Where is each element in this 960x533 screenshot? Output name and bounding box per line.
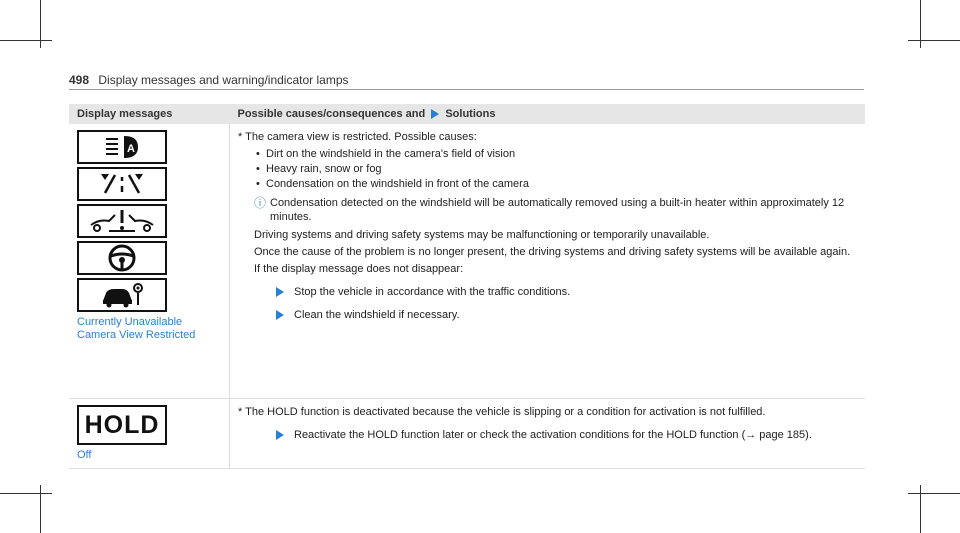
step-text: Reactivate the HOLD function later or check the activation conditions for the HOLD function (→ page 185). [294,429,812,441]
solution-step [276,308,857,323]
col-header-display-messages: Display messages [69,104,230,124]
step-text: Clean the windshield if necessary. [294,309,460,321]
col-header-causes-text: Possible causes/consequences and [237,108,426,120]
paragraph: Driving systems and driving safety systems may be malfunctioning or temporarily unavailable. [254,229,710,241]
solution-step [276,285,857,300]
table-row [69,399,865,469]
list-item: • Heavy rain, snow or fog [256,162,857,177]
col-header-solutions-text: Solutions [445,108,496,120]
page-number: 498 [69,73,90,87]
page-title: Display messages and warning/indicator lamps [98,73,349,87]
col-header-causes [230,104,866,124]
table-header-row [69,104,865,124]
message-cell [69,124,230,399]
crop-mark [0,40,52,41]
distance-warning-icon [77,204,167,238]
list-item: • Condensation on the windshield in front of the camera [256,177,857,192]
play-arrow-icon [276,430,284,440]
lane-markings-icon [77,167,167,201]
causes-cell [230,124,866,399]
hold-icon: HOLD [77,405,167,445]
crop-mark [908,493,960,494]
page-header [69,73,349,87]
solution-step [276,428,857,443]
play-arrow-icon [276,287,284,297]
crop-mark [908,40,960,41]
car-sensor-icon [77,278,167,312]
info-note [254,196,857,224]
play-arrow-icon [431,109,439,119]
table-row [69,124,865,399]
message-caption: Currently Unavailable Camera View Restricted [77,316,196,341]
paragraph: Once the cause of the problem is no longer present, the driving systems and driving safety systems will be available again. [254,246,851,258]
info-icon: ⓘ [254,196,267,210]
svg-text:A: A [127,143,135,155]
play-arrow-icon [276,310,284,320]
message-cell [69,399,230,469]
cause-intro: * The camera view is restricted. Possible causes: [238,131,477,143]
note-text: Condensation detected on the windshield will be automatically removed using a built-in heater within approximately 12 minutes. [270,197,845,223]
cause-intro: * The HOLD function is deactivated because the vehicle is slipping or a condition for activation is not fulfilled. [238,406,766,418]
paragraph: If the display message does not disappear: [254,263,464,275]
causes-cell [230,399,866,469]
header-divider [69,89,864,90]
headlamp-auto-icon [77,130,167,164]
list-item: • Dirt on the windshield in the camera's field of vision [256,147,857,162]
display-messages-table [69,104,865,469]
step-text: Stop the vehicle in accordance with the traffic conditions. [294,286,571,298]
message-caption: Off [77,449,92,461]
causes-list [256,147,857,192]
crop-mark [0,493,52,494]
steering-wheel-icon [77,241,167,275]
